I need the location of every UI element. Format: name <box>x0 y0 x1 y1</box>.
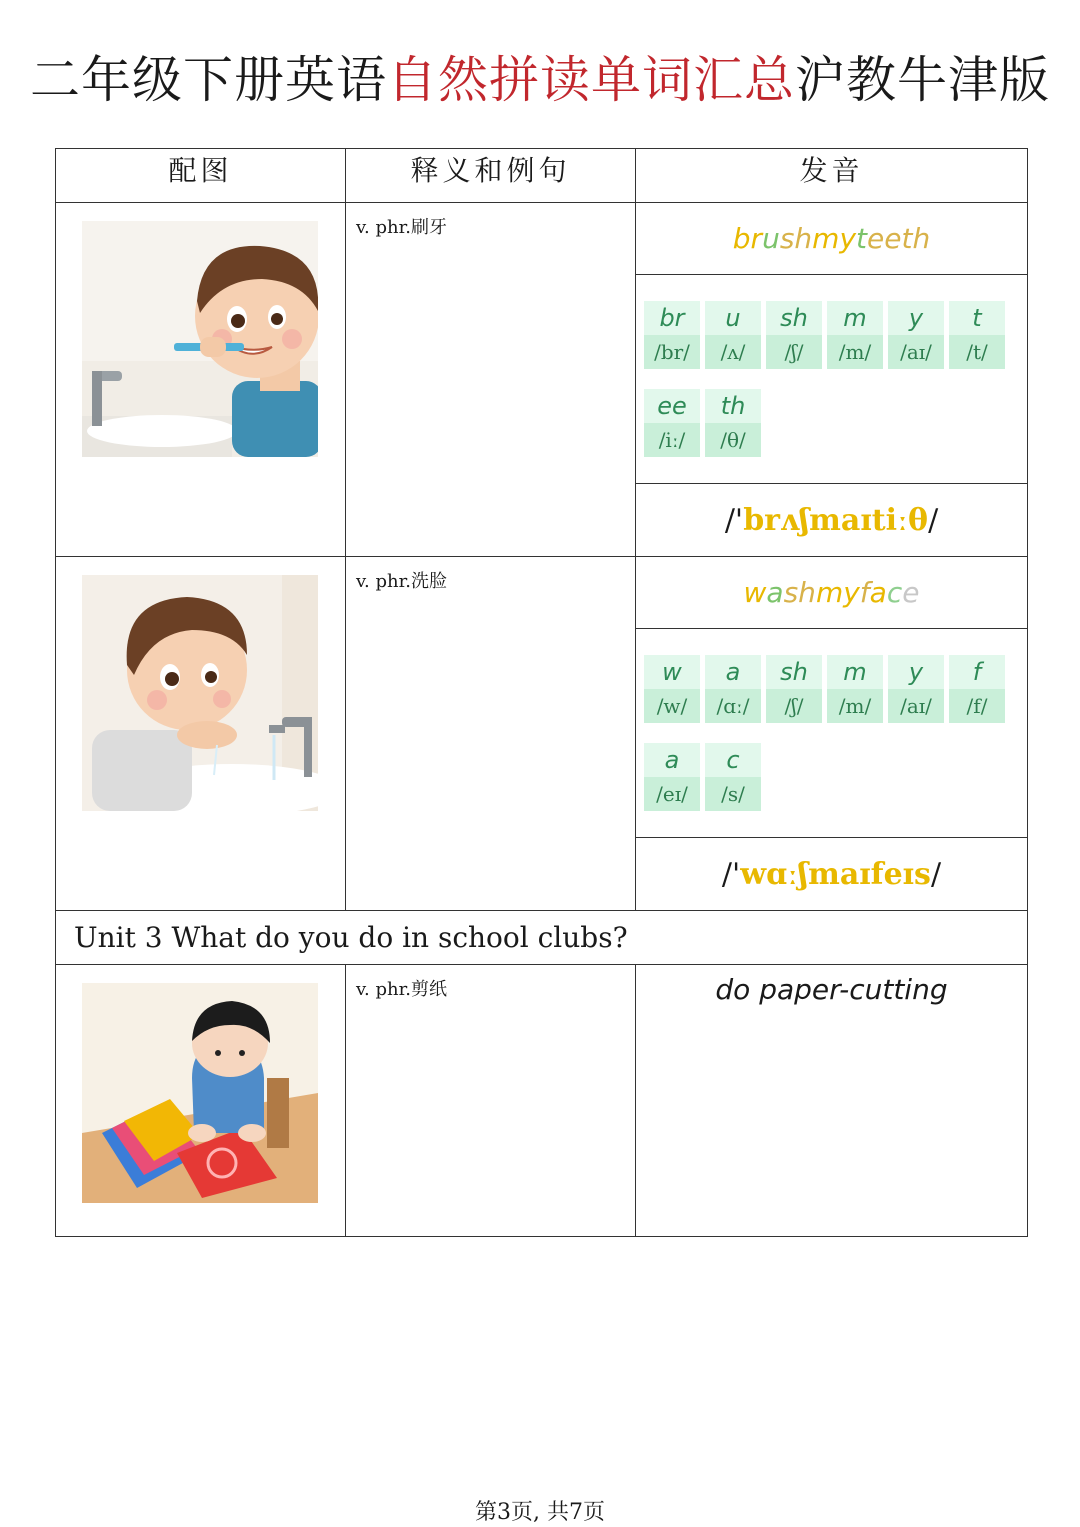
tile-letters: y <box>888 655 944 689</box>
ipa-core: wɑːʃmaɪfeɪs <box>740 856 931 892</box>
tile-ipa: /eɪ/ <box>644 777 700 811</box>
tile-letters: t <box>949 301 1005 335</box>
meaning-cell <box>346 203 636 557</box>
tile-ipa: /br/ <box>644 335 700 369</box>
word-segment: u <box>762 222 780 255</box>
phonics-tile <box>644 389 700 457</box>
tile-letters: y <box>888 301 944 335</box>
ipa-cell <box>636 838 1028 911</box>
tile-ipa: /ʃ/ <box>766 335 822 369</box>
phonics-tile <box>827 301 883 369</box>
header-row <box>56 149 1028 203</box>
tile-ipa: /aɪ/ <box>888 335 944 369</box>
meaning-text: v. phr.剪纸 <box>356 979 447 1000</box>
tile-ipa: /m/ <box>827 335 883 369</box>
phonics-tile <box>705 301 761 369</box>
tile-letters: m <box>827 655 883 689</box>
meaning-cell <box>346 965 636 1237</box>
tile-ipa: /ʌ/ <box>705 335 761 369</box>
vocab-table <box>55 148 1028 1237</box>
tile-letters: m <box>827 301 883 335</box>
tile-letters: u <box>705 301 761 335</box>
tile-ipa: /iː/ <box>644 423 700 457</box>
ipa-close: / <box>930 856 942 892</box>
phonics-tile <box>644 655 700 723</box>
tile-letters: c <box>705 743 761 777</box>
tile-ipa: /f/ <box>949 689 1005 723</box>
header-meaning: 释义和例句 <box>346 149 636 203</box>
header-pronunciation: 发音 <box>636 149 1028 203</box>
phonics-tiles-cell <box>636 275 1028 484</box>
phonics-tile <box>949 301 1005 369</box>
boy-washing-face-image <box>82 575 318 811</box>
title-part3: 沪教牛津版 <box>795 51 1050 109</box>
phonics-tile <box>644 743 700 811</box>
word-segment: br <box>732 222 763 255</box>
phonics-tile <box>644 301 700 369</box>
ipa-cell <box>636 484 1028 557</box>
word-segment: sh <box>783 576 816 609</box>
unit-title: Unit 3 What do you do in school clubs? <box>56 911 1028 965</box>
title-part1: 二年级下册英语 <box>30 51 387 109</box>
tile-ipa: /θ/ <box>705 423 761 457</box>
tile-letters: ee <box>644 389 700 423</box>
boy-paper-cutting-image <box>82 983 318 1203</box>
phonics-tile <box>705 389 761 457</box>
word-segment: e <box>902 576 920 609</box>
phonics-tile <box>705 655 761 723</box>
tile-letters: th <box>705 389 761 423</box>
meaning-text: v. phr.刷牙 <box>356 217 447 238</box>
header-image: 配图 <box>56 149 346 203</box>
word-cell <box>636 557 1028 629</box>
phonics-tile <box>766 655 822 723</box>
tile-letters: sh <box>766 301 822 335</box>
phonics-tile <box>888 655 944 723</box>
tile-ipa: /m/ <box>827 689 883 723</box>
tile-ipa: /w/ <box>644 689 700 723</box>
word-segment: t <box>856 222 868 255</box>
word-segment: f <box>859 576 870 609</box>
tile-ipa: /ɑː/ <box>705 689 761 723</box>
image-cell <box>56 965 346 1237</box>
phonics-tile <box>766 301 822 369</box>
ipa-open: /' <box>721 856 741 892</box>
image-cell <box>56 203 346 557</box>
image-cell <box>56 557 346 911</box>
word-segment: c <box>886 576 903 609</box>
word-segment: sh <box>779 222 813 255</box>
phrase-cell <box>636 965 1028 1237</box>
tile-ipa: /ʃ/ <box>766 689 822 723</box>
title-part2: 自然拼读单词汇总 <box>387 51 795 109</box>
word-cell <box>636 203 1028 275</box>
phonics-tile <box>705 743 761 811</box>
boy-brushing-teeth-image <box>82 221 318 457</box>
page-title <box>0 40 1080 112</box>
unit-row <box>56 911 1028 965</box>
ipa-open: /' <box>724 502 744 538</box>
tile-ipa: /t/ <box>949 335 1005 369</box>
phonics-tiles-cell <box>636 629 1028 838</box>
word-segment: my <box>815 576 860 609</box>
word-segment: a <box>869 576 887 609</box>
phonics-tile <box>888 301 944 369</box>
ipa-close: / <box>928 502 939 538</box>
tile-letters: a <box>644 743 700 777</box>
tile-letters: f <box>949 655 1005 689</box>
tile-ipa: /aɪ/ <box>888 689 944 723</box>
word-segment: eeth <box>867 222 931 255</box>
word-segment: my <box>812 222 857 255</box>
meaning-text: v. phr.洗脸 <box>356 571 447 592</box>
meaning-cell <box>346 557 636 911</box>
word-segment: w <box>743 576 767 609</box>
phonics-tile <box>949 655 1005 723</box>
ipa-core: brʌʃmaɪtiːθ <box>743 502 929 538</box>
table-row <box>56 203 1028 275</box>
table-row <box>56 965 1028 1237</box>
page-footer: 第3页, 共7页 <box>475 1500 605 1525</box>
table-row <box>56 557 1028 629</box>
word-segment: a <box>766 576 784 609</box>
tile-ipa: /s/ <box>705 777 761 811</box>
tile-letters: sh <box>766 655 822 689</box>
tile-letters: a <box>705 655 761 689</box>
phrase-text: do paper-cutting <box>715 973 948 1006</box>
phonics-tile <box>827 655 883 723</box>
tile-letters: br <box>644 301 700 335</box>
tile-letters: w <box>644 655 700 689</box>
